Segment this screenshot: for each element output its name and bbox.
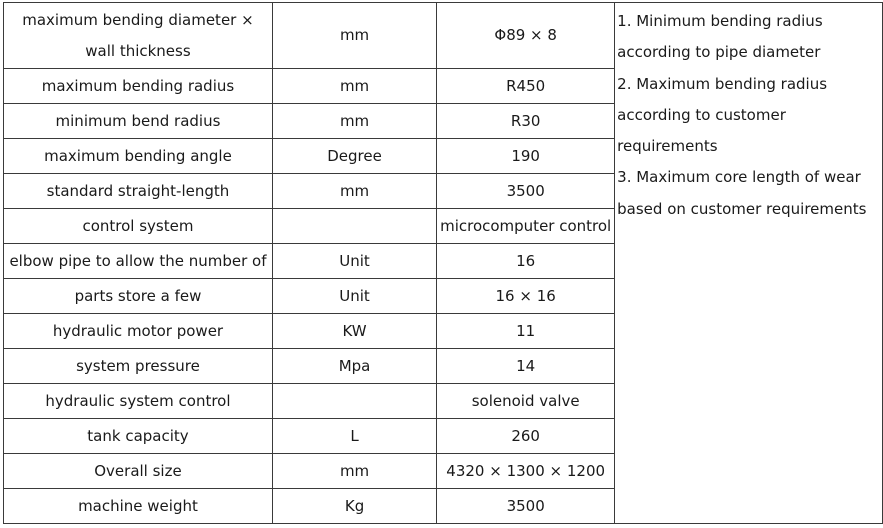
value-cell: R450 (437, 69, 615, 104)
parameter-cell: elbow pipe to allow the number of (4, 244, 273, 279)
specification-table (3, 2, 883, 524)
unit-cell: mm (272, 69, 436, 104)
parameter-cell: standard straight-length (4, 174, 273, 209)
unit-cell (272, 209, 436, 244)
note-2: 2. Maximum bending radius according to customer requirements (617, 74, 828, 156)
parameter-cell: hydraulic system control (4, 384, 273, 419)
table-row (4, 3, 883, 69)
unit-cell: Mpa (272, 349, 436, 384)
note-3: 3. Maximum core length of wear based on customer requirements (617, 168, 867, 218)
value-cell: 11 (437, 314, 615, 349)
unit-cell: mm (272, 3, 436, 69)
unit-cell: L (272, 419, 436, 454)
unit-cell: Unit (272, 279, 436, 314)
parameter-cell: minimum bend radius (4, 104, 273, 139)
unit-cell: mm (272, 104, 436, 139)
value-cell: 3500 (437, 489, 615, 524)
unit-cell: Kg (272, 489, 436, 524)
value-cell: solenoid valve (437, 384, 615, 419)
parameter-cell: machine weight (4, 489, 273, 524)
value-cell: 16 (437, 244, 615, 279)
unit-cell: Unit (272, 244, 436, 279)
parameter-cell: parts store a few (4, 279, 273, 314)
unit-cell (272, 384, 436, 419)
unit-cell: mm (272, 174, 436, 209)
value-cell: microcomputer control (437, 209, 615, 244)
value-cell: 4320 × 1300 × 1200 (437, 454, 615, 489)
parameter-cell: system pressure (4, 349, 273, 384)
value-cell: R30 (437, 104, 615, 139)
value-cell: 16 × 16 (437, 279, 615, 314)
parameter-cell: maximum bending radius (4, 69, 273, 104)
unit-cell: mm (272, 454, 436, 489)
parameter-cell: maximum bending angle (4, 139, 273, 174)
spec-table-wrapper (3, 2, 883, 524)
parameter-cell: control system (4, 209, 273, 244)
parameter-cell: hydraulic motor power (4, 314, 273, 349)
value-cell: 3500 (437, 174, 615, 209)
parameter-cell: Overall size (4, 454, 273, 489)
value-cell: 14 (437, 349, 615, 384)
parameter-cell: maximum bending diameter × wall thickness (4, 3, 273, 69)
value-cell: Φ89 × 8 (437, 3, 615, 69)
value-cell: 260 (437, 419, 615, 454)
unit-cell: KW (272, 314, 436, 349)
unit-cell: Degree (272, 139, 436, 174)
note-1: 1. Minimum bending radius according to pipe diameter (617, 12, 823, 62)
parameter-cell: tank capacity (4, 419, 273, 454)
value-cell: 190 (437, 139, 615, 174)
notes-cell (615, 3, 883, 524)
